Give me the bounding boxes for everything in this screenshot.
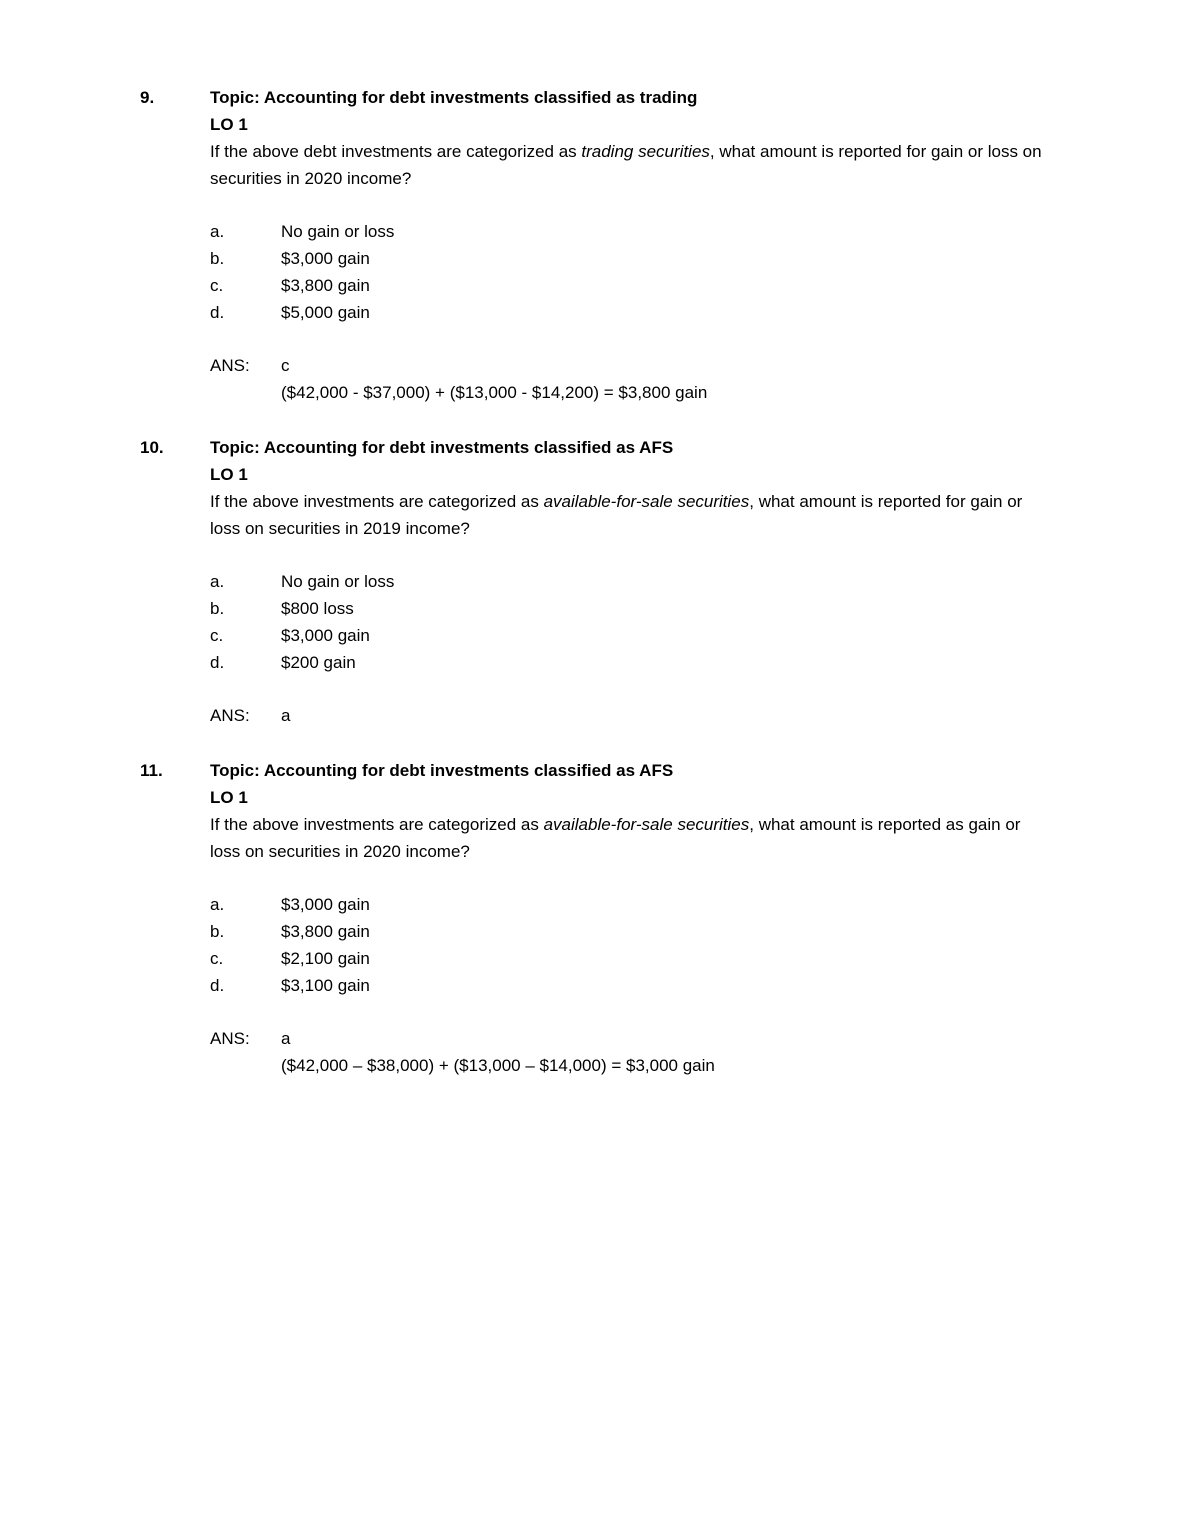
option-letter: b. <box>210 599 225 618</box>
question-stem <box>210 138 1052 192</box>
option-text: $200 gain <box>281 653 356 672</box>
option-text: $3,800 gain <box>281 276 370 295</box>
question-body <box>210 434 1052 729</box>
option-letter: d. <box>210 976 225 995</box>
question-lo: LO 1 <box>210 465 248 484</box>
question-lo: LO 1 <box>210 788 248 807</box>
question-number: 9. <box>140 88 155 107</box>
answer-explanation: ($42,000 - $37,000) + ($13,000 - $14,200) = $3,800 gain <box>281 383 708 402</box>
question-block-11 <box>140 757 1052 1079</box>
answer-explanation: ($42,000 – $38,000) + ($13,000 – $14,000) = $3,000 gain <box>281 1056 715 1075</box>
option-row <box>210 245 1052 272</box>
question-stem <box>210 811 1052 865</box>
options-list <box>210 568 1052 676</box>
option-letter: a. <box>210 572 225 591</box>
option-text: No gain or loss <box>281 222 395 241</box>
stem-text-post: , what amount is reported for gain or loss on securities in 2020 income? <box>210 142 1042 188</box>
answer-row <box>210 352 1052 379</box>
option-text: $2,100 gain <box>281 949 370 968</box>
question-body <box>210 757 1052 1079</box>
option-text: No gain or loss <box>281 572 395 591</box>
question-block-10 <box>140 434 1052 729</box>
answer-value: a <box>281 1029 291 1048</box>
answer-row <box>210 702 1052 729</box>
option-letter: c. <box>210 949 224 968</box>
option-row <box>210 918 1052 945</box>
options-list <box>210 218 1052 326</box>
option-row <box>210 972 1052 999</box>
option-letter: a. <box>210 895 225 914</box>
option-row <box>210 649 1052 676</box>
stem-italic-term: available-for-sale securities <box>543 492 750 511</box>
stem-text-pre: If the above debt investments are categorized as <box>210 142 582 161</box>
answer-value: a <box>281 706 291 725</box>
question-topic: Topic: Accounting for debt investments classified as trading <box>210 88 698 107</box>
question-body <box>210 84 1052 406</box>
option-row <box>210 299 1052 326</box>
option-letter: a. <box>210 222 225 241</box>
stem-italic-term: trading securities <box>581 142 710 161</box>
option-text: $3,800 gain <box>281 922 370 941</box>
answer-row <box>210 1025 1052 1052</box>
answer-label: ANS: <box>210 356 250 375</box>
stem-text-pre: If the above investments are categorized as <box>210 492 544 511</box>
option-letter: b. <box>210 249 225 268</box>
option-row <box>210 622 1052 649</box>
option-text: $5,000 gain <box>281 303 370 322</box>
option-row <box>210 272 1052 299</box>
option-row <box>210 945 1052 972</box>
option-letter: c. <box>210 626 224 645</box>
stem-text-post: , what amount is reported as gain or loss on securities in 2020 income? <box>210 815 1021 861</box>
question-stem <box>210 488 1052 542</box>
stem-italic-term: available-for-sale securities <box>543 815 750 834</box>
option-row <box>210 891 1052 918</box>
option-text: $800 loss <box>281 599 354 618</box>
question-topic: Topic: Accounting for debt investments classified as AFS <box>210 438 674 457</box>
option-text: $3,000 gain <box>281 249 370 268</box>
option-text: $3,000 gain <box>281 626 370 645</box>
stem-text-post: , what amount is reported for gain or loss on securities in 2019 income? <box>210 492 1023 538</box>
option-text: $3,000 gain <box>281 895 370 914</box>
options-list <box>210 891 1052 999</box>
option-text: $3,100 gain <box>281 976 370 995</box>
stem-text-pre: If the above investments are categorized as <box>210 815 544 834</box>
option-row <box>210 218 1052 245</box>
question-topic: Topic: Accounting for debt investments classified as AFS <box>210 761 674 780</box>
answer-label: ANS: <box>210 1029 250 1048</box>
question-block-9 <box>140 84 1052 406</box>
option-letter: c. <box>210 276 224 295</box>
option-letter: d. <box>210 653 225 672</box>
question-number: 10. <box>140 438 164 457</box>
option-letter: d. <box>210 303 225 322</box>
answer-value: c <box>281 356 290 375</box>
answer-label: ANS: <box>210 706 250 725</box>
question-lo: LO 1 <box>210 115 248 134</box>
question-number: 11. <box>140 761 163 780</box>
option-row <box>210 595 1052 622</box>
option-letter: b. <box>210 922 225 941</box>
option-row <box>210 568 1052 595</box>
